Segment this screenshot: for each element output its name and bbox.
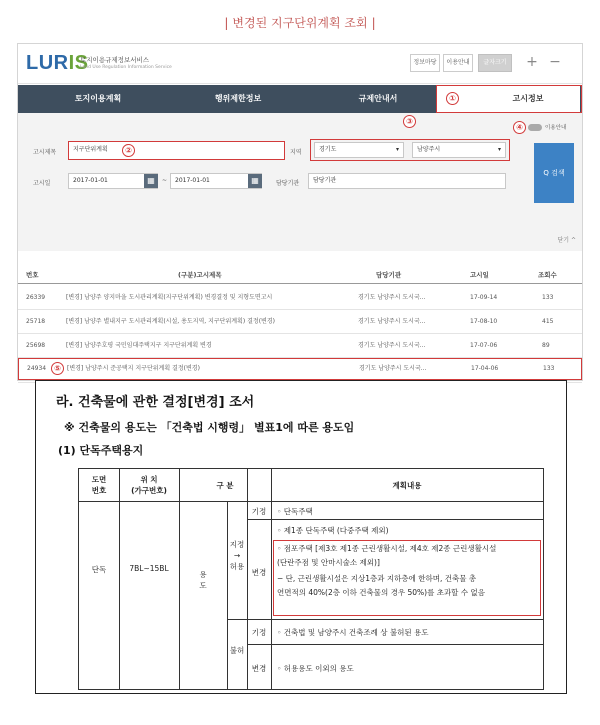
logo-subtitle: 토지이용규제정보서비스 [80,56,150,64]
row-views: 133 [543,365,555,372]
marker-2: ② [122,144,135,157]
chevron-down-icon: ▾ [395,146,399,153]
date-to-value: 2017-01-01 [175,177,210,184]
col-no: 번호 [26,271,39,279]
date-from-value: 2017-01-01 [73,177,108,184]
marker-4: ④ [513,121,526,134]
calendar-icon[interactable]: ▦ [144,174,158,188]
marker-1: ① [446,92,459,105]
divider [247,469,248,689]
calendar-icon[interactable]: ▦ [248,174,262,188]
row-type: 변경 [251,568,267,577]
divider [119,469,120,689]
nav-notice-label: 고시정보 [512,94,544,103]
row-type: 변경 [251,664,267,673]
location-value: 7BL~15BL [129,564,169,573]
row-title[interactable]: [변경] 남양주호평 국민임대주택지구 지구단위계획 변경 [66,342,212,349]
divider [271,469,272,689]
nav-guide[interactable]: 규제안내서 [358,94,398,103]
plan-line: − 단, 근린생활시설은 지상1층과 지하층에 한하며, 건축물 총 [277,574,477,583]
date-label: 고시일 [33,180,51,187]
row-type: 기정 [251,507,267,516]
search-button[interactable]: Q 검색 [534,143,574,203]
row-no: 25698 [26,342,46,349]
table-row[interactable] [18,310,582,334]
dept-label: 담당기관 [276,180,300,187]
decision-table [78,468,544,690]
search-panel [18,113,582,251]
plan-line: ◦ 점포주택 [제3호 제1종 근린생활시설, 제4호 제2종 근린생활시설 [277,544,497,553]
table-header [18,266,582,284]
notice-title-label: 고시제목 [33,149,57,156]
header-plan: 계획내용 [392,481,422,490]
plan-content: ◦ 건축법 및 남양주시 건축조례 상 불허된 용도 [277,628,429,637]
guide-button[interactable]: 이용안내 [443,54,473,72]
plan-line: (단란주점 및 안마시술소 제외)] [277,558,380,567]
row-type: 기정 [251,628,267,637]
header-location: 위 치 (가구번호) [131,475,167,495]
divider [227,619,543,620]
notice-title-input[interactable] [68,141,285,160]
plan-line: ◦ 제1종 단독주택 (다중주택 제외) [277,526,389,535]
row-title[interactable]: [변경] 남양주 양지마을 도시관리계획(지구단위계획) 변경결정 및 지형도면고시 [66,294,273,301]
row-views: 415 [542,318,554,325]
doc-title: 라. 건축물에 관한 결정[변경] 조서 [56,395,255,410]
row-no: 24934 [27,365,47,372]
nav-restriction[interactable]: 행위제한정보 [214,94,262,103]
region-sigungu-select[interactable] [412,142,506,158]
marker-3: ③ [403,115,416,128]
plan-line: 연면적의 40%(2층 이하 건축물의 경우 50%)를 초과할 수 없음 [277,588,485,597]
row-dept: 경기도 남양주시 도시국... [358,294,426,301]
page-title: | 변경된 지구단위계획 조회 | [224,16,376,30]
row-views: 133 [542,294,554,301]
divider [247,644,543,645]
region-label: 지역 [290,149,302,156]
row-title[interactable]: [변경] 남양주시 준공택지 지구단위계획 결정(변경) [67,365,200,372]
prohibited-label: 불허 [229,646,245,655]
table-row-highlighted[interactable] [18,358,582,380]
collapse-button[interactable]: 닫기 ^ [557,237,576,244]
row-views: 89 [542,342,550,349]
marker-5: ⑤ [51,362,64,375]
nav-land-use[interactable]: 토지이용계획 [74,94,122,103]
logo-subtitle-en: Land Use Regulation Information Service [80,65,172,70]
site-header [18,44,582,84]
region-sido-select[interactable] [314,142,404,158]
luris-logo[interactable]: LURIS [26,52,89,74]
zoom-out-icon[interactable]: − [549,54,561,70]
row-no: 26339 [26,294,46,301]
row-date: 17-09-14 [470,294,498,301]
plan-content: ◦ 허용용도 이외의 용도 [277,664,354,673]
col-date: 고시일 [470,271,489,279]
region-sido-value: 경기도 [319,146,337,153]
header-drawing-no: 도면 번호 [91,475,107,495]
guide-toggle-label: 이용안내 [545,125,567,131]
divider [79,501,543,502]
doc-subtitle: (1) 단독주택용지 [58,444,144,457]
row-date: 17-07-06 [470,342,498,349]
drawing-no-value: 단독 [91,565,107,574]
row-dept: 경기도 남양주시 도시국... [358,342,426,349]
dept-input[interactable] [308,173,506,189]
row-date: 17-08-10 [470,318,498,325]
luris-screenshot [17,43,583,381]
divider [227,501,228,689]
col-views: 조회수 [538,271,557,279]
info-button[interactable]: 정보마당 [410,54,440,72]
row-dept: 경기도 남양주시 도시국... [359,365,427,372]
col-dept: 담당기관 [376,271,402,279]
document-screenshot [35,380,567,694]
date-separator: ~ [162,177,168,184]
dept-placeholder: 담당기관 [313,177,337,184]
col-title: (구분)고시제목 [178,271,222,279]
row-dept: 경기도 남양주시 도시국... [358,318,426,325]
row-no: 25718 [26,318,46,325]
font-size-button[interactable]: 글자크기 [478,54,512,72]
designation-label: 지정 → 허용 [229,540,245,571]
chevron-down-icon: ▾ [497,146,501,153]
zoom-in-icon[interactable]: + [526,54,538,70]
guide-toggle[interactable] [528,124,542,131]
doc-note: ※ 건축물의 용도는 「건축법 시행령」 별표1에 따른 용도임 [64,421,355,434]
divider [247,519,543,520]
region-sigungu-value: 남양주시 [417,146,441,153]
table-row[interactable] [18,334,582,358]
main-nav [18,85,582,113]
yongdo-label: 용 도 [199,570,207,590]
table-row[interactable] [18,286,582,310]
plan-content: ◦ 단독주택 [277,507,313,516]
row-date: 17-04-06 [471,365,499,372]
notice-title-value: 지구단위계획 [73,146,108,153]
row-title[interactable]: [변경] 남양주 별내지구 도시관리계획(시설, 용도지역, 지구단위계획) 결정(변경) [66,318,275,325]
header-category: 구 분 [216,481,234,490]
